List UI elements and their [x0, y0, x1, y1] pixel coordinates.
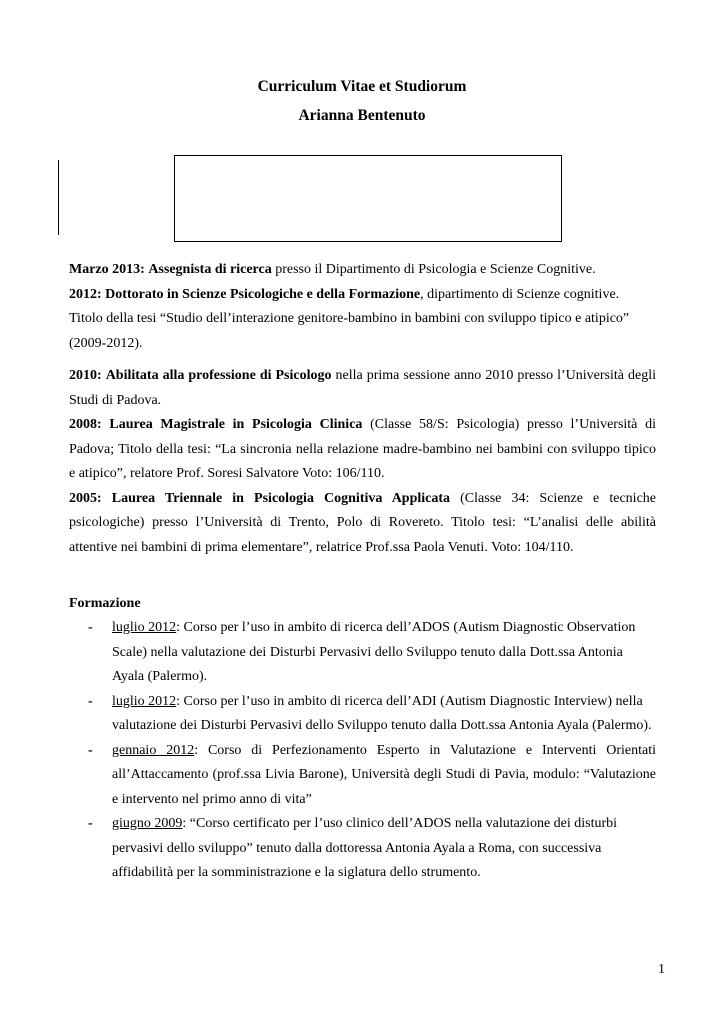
course-date: luglio 2012: [112, 620, 177, 635]
course-text: : Corso di Perfezionamento Esperto in Valutazione e Interventi Orientati all’Attaccamento (prof.ssa Livia Barone), Università degli Studi di Pavia, modulo: “Valutazione e intervento nel primo anno di vita”: [112, 742, 656, 807]
entry-role: Abilitata alla professione di Psicologo: [105, 368, 332, 383]
course-text: : Corso per l’uso in ambito di ricerca dell’ADI (Autism Diagnostic Interview) nella valutazione dei Disturbi Pervasivi dello Sviluppo tenuto dalla Dott.ssa Antonia Ayala (Palermo).: [112, 693, 652, 733]
entry-role: Laurea Triennale in Psicologia Cognitiva Applicata: [111, 490, 451, 506]
entry-date: 2012:: [69, 286, 102, 302]
education-entry: [69, 258, 656, 283]
section-heading-formazione: Formazione: [69, 596, 141, 611]
education-entry: [69, 413, 656, 487]
bullet-dash: -: [88, 816, 93, 831]
entry-date: 2005:: [69, 490, 102, 506]
entry-date: Marzo 2013:: [69, 262, 145, 277]
education-entry: [69, 487, 656, 561]
entry-role: Laurea Magistrale in Psicologia Clinica: [109, 417, 363, 432]
course-date: gennaio 2012: [112, 742, 195, 758]
course-text: : “Corso certificato per l’uso clinico dell’ADOS nella valutazione dei disturbi pervasivi dello sviluppo” tenuto dalla dottoressa Antonia Ayala a Roma, con successiva affidabilità per la somministrazione e la siglatura dello strumento.: [112, 816, 618, 880]
bullet-dash: -: [88, 620, 93, 635]
bullet-dash: -: [88, 742, 93, 758]
entry-text: nella prima sessione anno 2010 presso l’Università degli Studi di Padova.: [69, 368, 656, 408]
education-entry: [69, 283, 656, 357]
entry-text: , dipartimento di Scienze cognitive. Titolo della tesi “Studio dell’interazione genitore-bambino in bambini con sviluppo tipico e atipico” (2009-2012).: [69, 286, 630, 351]
entry-text: (Classe 34: Scienze e tecniche psicologiche) presso l’Università di Trento, Polo di Rovereto. Titolo tesi: “L’analisi delle abilità attentive nei bambini di prima elementare”, relatrice Prof.ssa Paola Venuti. Voto: 104/110.: [69, 490, 656, 555]
page-number: 1: [658, 962, 665, 977]
author-name: Arianna Bentenuto: [298, 107, 426, 124]
course-date: giugno 2009: [112, 816, 183, 831]
list-item: [69, 812, 656, 886]
bullet-dash: -: [88, 693, 93, 709]
list-item: [69, 690, 656, 739]
entry-date: 2008:: [69, 417, 102, 432]
list-item: [69, 739, 656, 813]
course-text: : Corso per l’uso in ambito di ricerca dell’ADOS (Autism Diagnostic Observation Scale) nella valutazione dei Disturbi Pervasivi dello Sviluppo tenuto dalla Dott.ssa Antonia Ayala (Palermo).: [112, 620, 636, 684]
formazione-list: [69, 616, 656, 886]
list-item: [69, 616, 656, 690]
entry-date: 2010:: [69, 368, 102, 383]
education-block-2: [69, 364, 656, 560]
education-entry: [69, 364, 656, 413]
entry-text: (Classe 58/S: Psicologia) presso l’Università di Padova; Titolo della tesi: “La sincronia nella relazione madre-bambino nei bambini con sviluppo tipico e atipico”, relatore Prof. Soresi Salvatore Voto: 106/110.: [69, 417, 657, 481]
document-title: Curriculum Vitae et Studiorum: [257, 78, 467, 95]
entry-text: presso il Dipartimento di Psicologia e Scienze Cognitive.: [271, 262, 596, 277]
margin-rule: [58, 160, 59, 235]
photo-placeholder-box: [174, 155, 562, 242]
entry-role: Dottorato in Scienze Psicologiche e della Formazione: [105, 286, 421, 302]
entry-role: Assegnista di ricerca: [148, 262, 272, 277]
course-date: luglio 2012: [112, 693, 177, 709]
education-block-1: [69, 258, 656, 356]
